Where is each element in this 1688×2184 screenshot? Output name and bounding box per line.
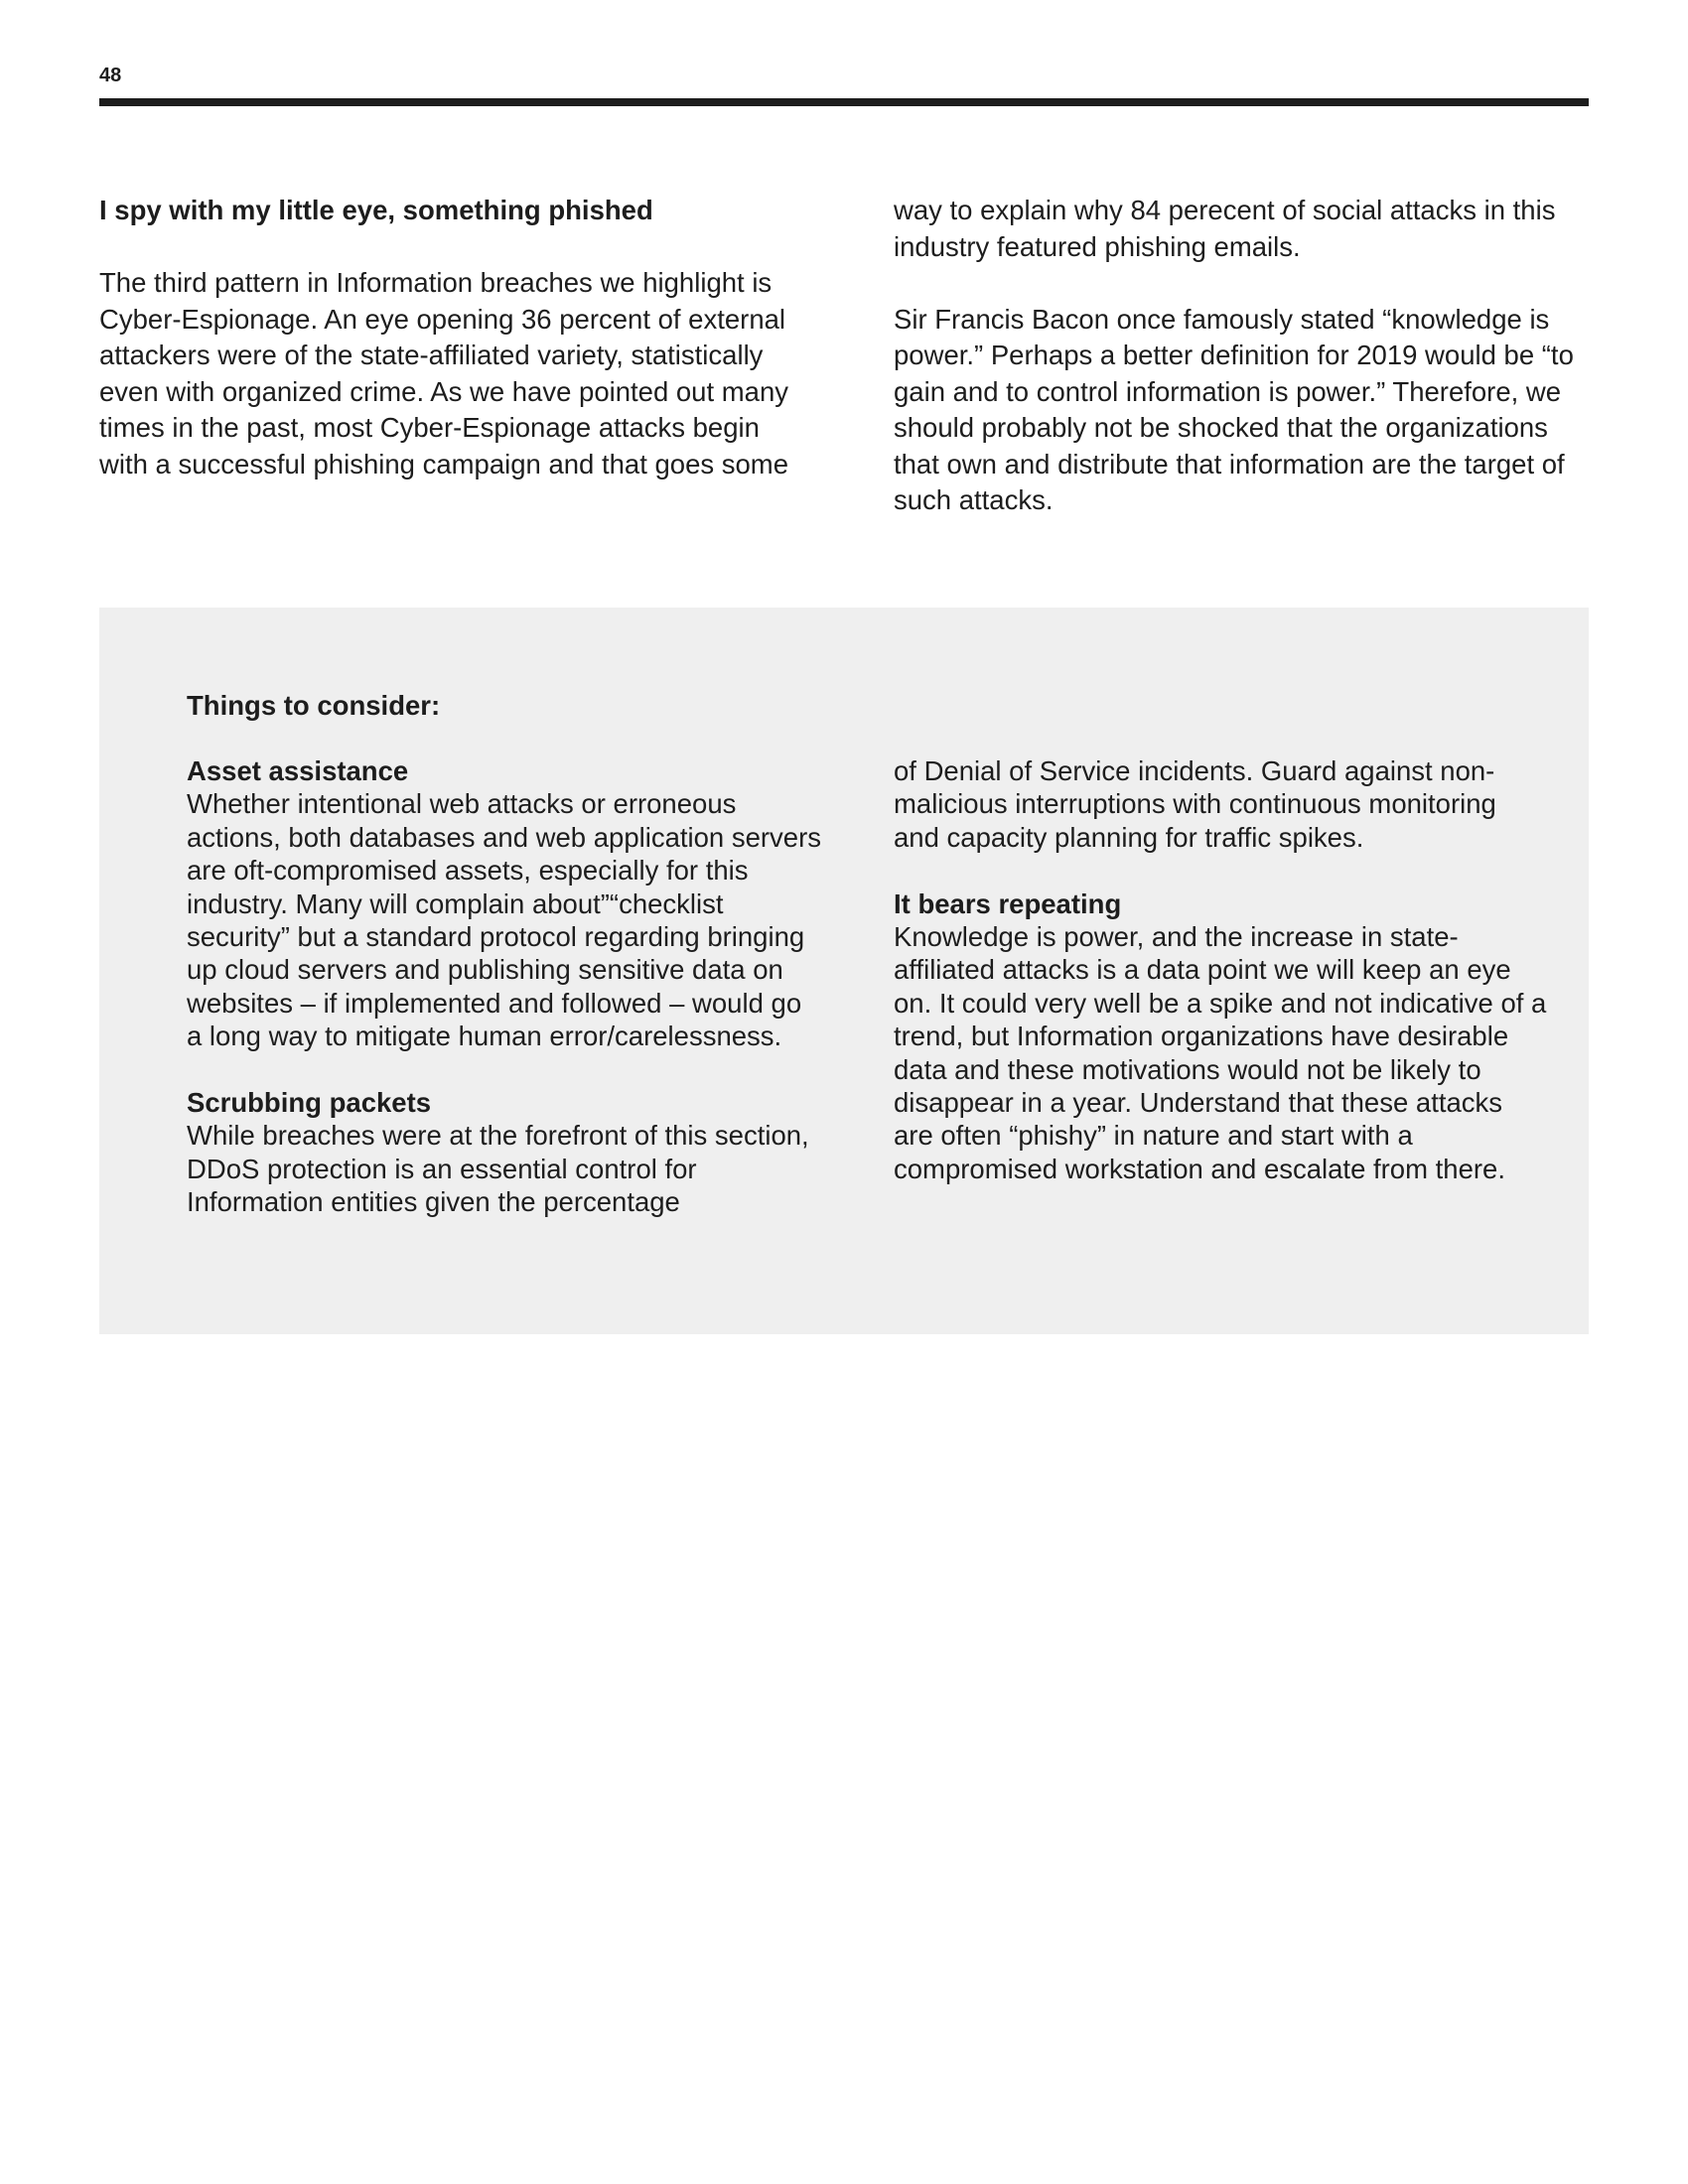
it-bears-repeating-heading: It bears repeating	[894, 887, 1122, 919]
intro-paragraph-1-continued: way to explain why 84 perecent of social attacks in this industry featured phishing emails.	[894, 195, 1556, 262]
page-number: 48	[99, 65, 122, 86]
it-bears-repeating-text: Knowledge is power, and the increase in state-affiliated attacks is a data point we will keep an eye on. It could very well be a spike and not indicative of a trend, but Information organizations have desirable data and these motivations would not be likely to disappear in a year. Understand that these attacks are often “phishy” in nature and start with a compromised workstation and escalate from there.	[894, 921, 1547, 1184]
header-rule	[99, 98, 1589, 106]
box-title: Things to consider:	[187, 690, 441, 721]
things-to-consider-box	[99, 608, 1589, 1334]
scrubbing-packets-heading: Scrubbing packets	[187, 1087, 432, 1119]
box-right-column	[894, 754, 1549, 1185]
intro-left-column	[99, 193, 814, 482]
intro-paragraph-1: The third pattern in Information breaches we highlight is Cyber-Espionage. An eye opening 36 percent of external attackers were of the state-affiliated variety, statistically even with organized crime. As we have pointed out many times in the past, most Cyber-Espionage attacks begin with a successful phishing campaign and that goes some	[99, 267, 789, 479]
section-heading: I spy with my little eye, something phished	[99, 195, 653, 225]
box-left-column	[187, 754, 822, 1219]
intro-paragraph-2: Sir Francis Bacon once famously stated “knowledge is power.” Perhaps a better definition for 2019 would be “to gain and to control information is power.” Therefore, we should probably not be shocked that the organizations that own and distribute that information are the target of such attacks.	[894, 303, 1574, 515]
asset-assistance-text: Whether intentional web attacks or erroneous actions, both databases and web application servers are oft-compromised assets, especially for this industry. Many will complain about”“checklist security” but a standard protocol regarding bringing up cloud servers and publishing sensitive data on websites – if implemented and followed – would go a long way to mitigate human error/carelessness.	[187, 788, 822, 1052]
scrubbing-packets-text-continued: of Denial of Service incidents. Guard against non-malicious interruptions with continuous monitoring and capacity planning for traffic spikes.	[894, 755, 1496, 853]
intro-right-column	[894, 193, 1589, 519]
asset-assistance-heading: Asset assistance	[187, 755, 409, 786]
scrubbing-packets-text: While breaches were at the forefront of this section, DDoS protection is an essential control for Information entities given the percentage	[187, 1120, 809, 1218]
